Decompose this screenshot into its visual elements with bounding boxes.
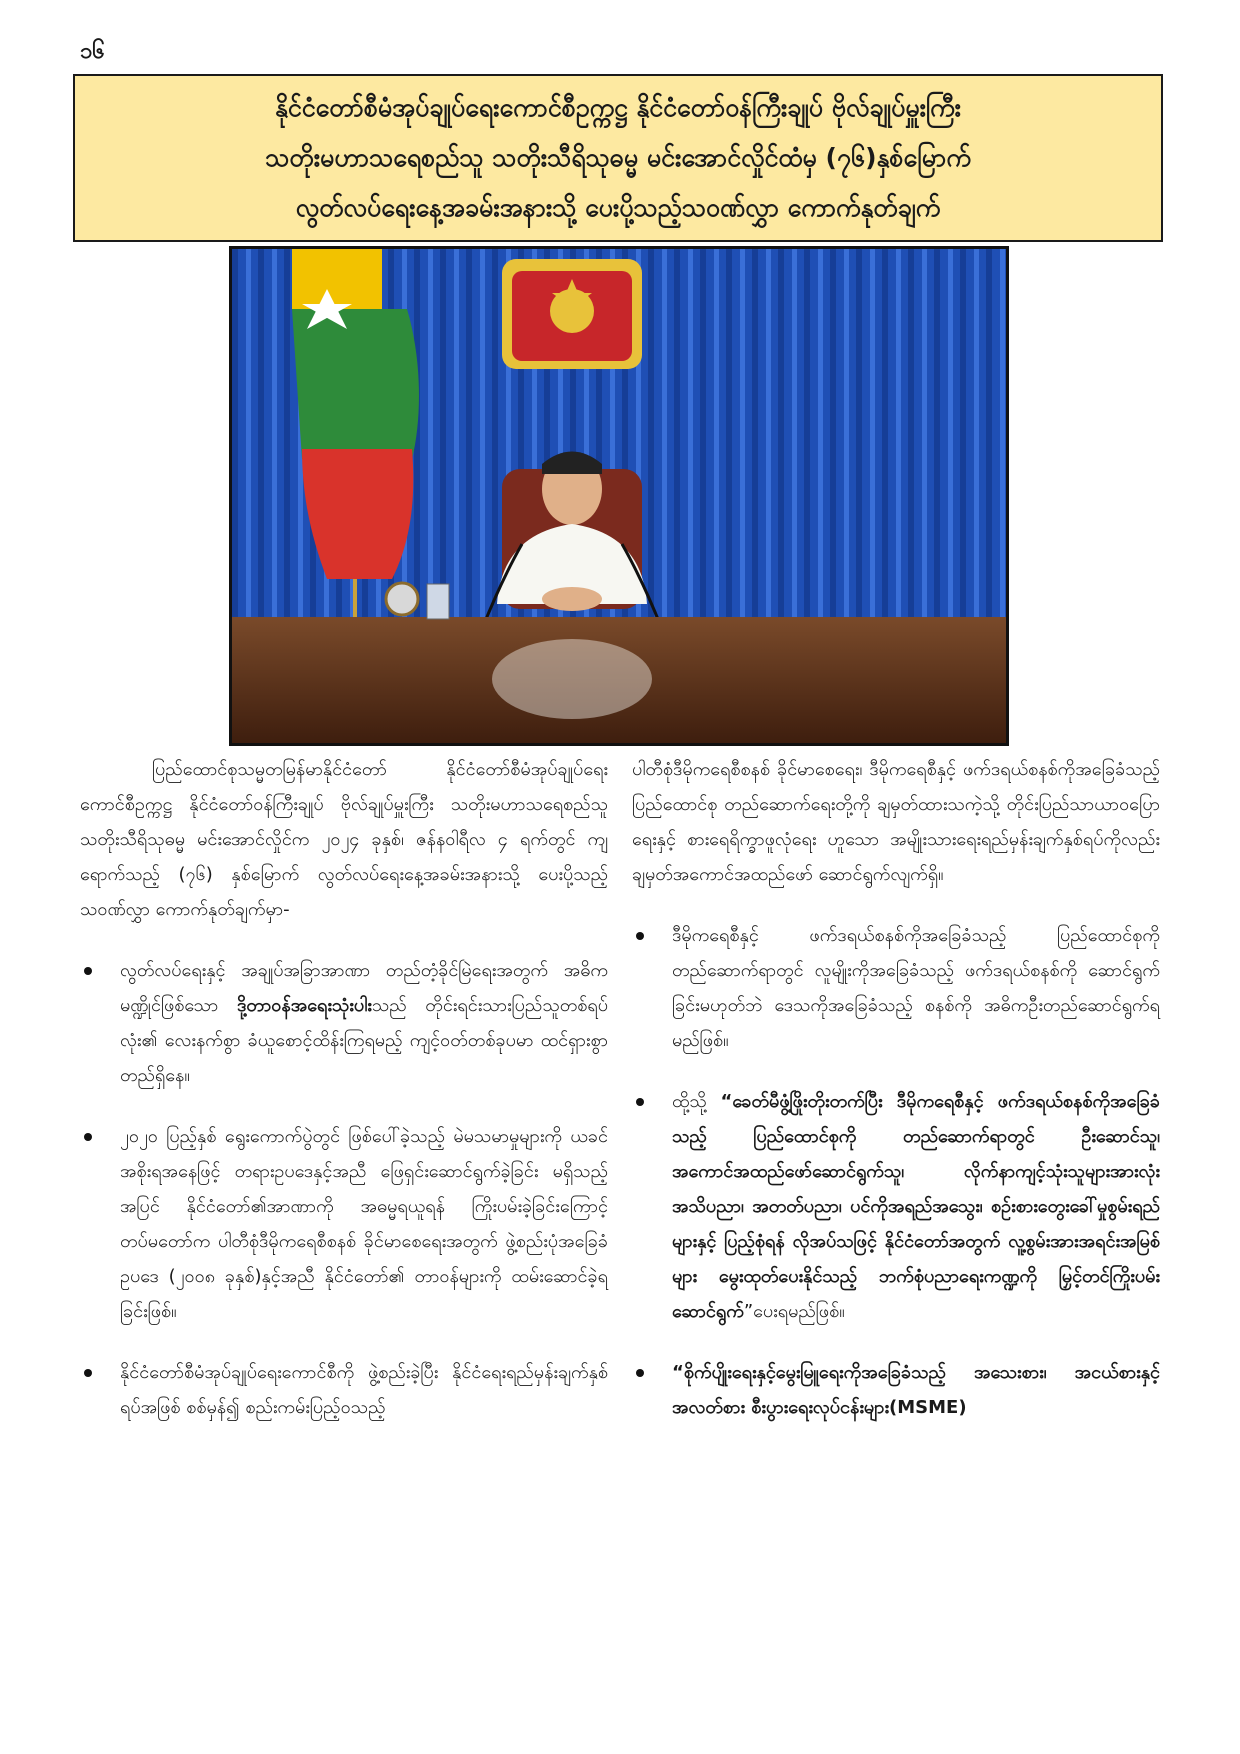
bullet-duties-text-bold: ဒို့တာဝန်အရေးသုံးပါး	[236, 995, 372, 1016]
bullet-council-text: နိုင်ငံတော်စီမံအုပ်ချုပ်ရေးကောင်စီကို ဖွဲ့စည်းခဲ့ပြီး နိုင်ငံရေးရည်မှန်းချက်နှစ်ရပ်အဖြစ် စစ်မှန်၍ စည်းကမ်းပြည့်ဝသည့်	[120, 1362, 608, 1418]
bullet-election-text: ၂၀၂၀ ပြည့်နှစ် ရွေးကောက်ပွဲတွင် ဖြစ်ပေါ်ခဲ့သည့် မဲမသမာမှုများကို ယခင်အစိုးရအနေဖြင့် တရားဥပဒေနှင့်အညီ ဖြေရှင်းဆောင်ရွက်ခဲ့ခြင်း မရှိသည့်အပြင် နိုင်ငံတော်၏အာဏာကို အဓမ္မရယူရန် ကြိုးပမ်းခဲ့ခြင်းကြောင့် တပ်မတော်က ပါတီစုံဒီမိုကရေစီစနစ် ခိုင်မာစေရေးအတွက် ဖွဲ့စည်းပုံအခြေခံဥပဒေ (၂၀၀၈ ခုနှစ်)နှင့်အညီ နိုင်ငံတော်၏ တာဝန်များကို ထမ်းဆောင်ခဲ့ရခြင်းဖြစ်။	[120, 1126, 608, 1322]
bullet-federal	[632, 918, 1160, 1058]
bullet-dot	[636, 932, 644, 940]
bullet-election	[80, 1119, 608, 1329]
bullet-education-text-post: ”ပေးရမည်ဖြစ်။	[743, 1301, 845, 1322]
bullet-education	[632, 1084, 1160, 1329]
title-line-1: နိုင်ငံတော်စီမံအုပ်ချုပ်ရေးကောင်စီဥက္ကဋ္ဌ နိုင်ငံတော်ဝန်ကြီးချုပ် ဗိုလ်ချုပ်မှူးကြီး	[274, 93, 961, 122]
bullet-dot	[84, 967, 92, 975]
speech-photo	[229, 246, 1009, 746]
title-line-3: လွတ်လပ်ရေးနေ့အခမ်းအနားသို့ ပေးပို့သည့်သဝဏ်လွှာ ကောက်နုတ်ချက်	[295, 193, 941, 222]
title-line-2: သတိုးမဟာသရေစည်သူ သတိုးသီရိသုဓမ္မ မင်းအောင်လှိုင်ထံမှ (၇၆)နှစ်မြောက်	[265, 143, 971, 172]
pen-holder	[427, 584, 449, 619]
bullet-education-text-bold: “ခေတ်မီဖွံ့ဖြိုးတိုးတက်ပြီး ဒီမိုကရေစီနှင့် ဖက်ဒရယ်စနစ်ကိုအခြေခံသည့် ပြည်ထောင်စုကို တည်ဆောက်ရာတွင် ဦးဆောင်သူ၊ အကောင်အထည်ဖော်ဆောင်ရွက်သူ၊ လိုက်နာကျင့်သုံးသူများအားလုံး အသိပညာ၊ အတတ်ပညာ၊ ပင်ကိုအရည်အသွေး၊ စဉ်းစားတွေးခေါ်မှုစွမ်းရည်များနှင့် ပြည့်စုံရန် လိုအပ်သဖြင့် နိုင်ငံတော်အတွက် လူ့စွမ်းအားအရင်းအမြစ်များ မွေးထုတ်ပေးနိုင်သည့် ဘက်စုံပညာရေးကဏ္ဍကို မြှင့်တင်ကြိုးပမ်းဆောင်ရွက်	[672, 1091, 1160, 1322]
bullet-dot	[84, 1369, 92, 1377]
bullet-msme	[632, 1355, 1160, 1425]
bullet-duties	[80, 953, 608, 1093]
intro-paragraph: ပြည်ထောင်စုသမ္မတမြန်မာနိုင်ငံတော် နိုင်ငံတော်စီမံအုပ်ချုပ်ရေးကောင်စီဥက္ကဋ္ဌ နိုင်ငံတော်ဝန်ကြီးချုပ် ဗိုလ်ချုပ်မှူးကြီး သတိုးမဟာသရေစည်သူ သတိုးသီရိသုဓမ္မ မင်းအောင်လှိုင်က ၂၀၂၄ ခုနှစ်၊ ဇန်နဝါရီလ ၄ ရက်တွင် ကျရောက်သည့် (၇၆) နှစ်မြောက် လွတ်လပ်ရေးနေ့အခမ်းအနားသို့ ပေးပို့သည့်သဝဏ်လွှာ ကောက်နုတ်ချက်မှာ-	[80, 759, 608, 920]
state-emblem	[502, 259, 642, 369]
right-column	[632, 752, 1160, 1451]
bullet-dot	[636, 1369, 644, 1377]
left-column	[80, 752, 608, 1451]
desk-clock	[386, 583, 418, 615]
photo-illustration	[232, 249, 1006, 743]
title-box	[73, 74, 1163, 242]
bullet-duties-text-pre: လွတ်လပ်ရေးနှင့် အချုပ်အခြာအာဏာ တည်တံ့ခိုင်မြဲရေးအတွက် အဓိကမဏ္ဍိုင်ဖြစ်သော	[120, 960, 608, 1016]
bullet-federal-text: ဒီမိုကရေစီနှင့် ဖက်ဒရယ်စနစ်ကိုအခြေခံသည့် ပြည်ထောင်စုကို တည်ဆောက်ရာတွင် လူမျိုးကိုအခြေခံသည့် ဖက်ဒရယ်စနစ်ကို ဆောင်ရွက်ခြင်းမဟုတ်ဘဲ ဒေသကိုအခြေခံသည့် စနစ်ကို အဓိကဦးတည်ဆောင်ရွက်ရမည်ဖြစ်။	[672, 925, 1160, 1051]
bullet-education-text-pre: ထို့သို့	[672, 1091, 721, 1112]
bullet-dot	[636, 1098, 644, 1106]
bullet-msme-text: “စိုက်ပျိုးရေးနှင့်မွေးမြူရေးကိုအခြေခံသည့် အသေးစား၊ အငယ်စားနှင့် အလတ်စား စီးပွားရေးလုပ်ငန်းများ(MSME)	[672, 1362, 1160, 1418]
bullet-dot	[84, 1133, 92, 1141]
continuation-paragraph: ပါတီစုံဒီမိုကရေစီစနစ် ခိုင်မာစေရေး၊ ဒီမိုကရေစီနှင့် ဖက်ဒရယ်စနစ်ကိုအခြေခံသည့် ပြည်ထောင်စု တည်ဆောက်ရေးတို့ကို ချမှတ်ထားသကဲ့သို့ တိုင်းပြည်သာယာဝပြောရေးနှင့် စားရေရိက္ခာဖူလုံရေး ဟူသော အမျိုးသားရေးရည်မှန်းချက်နှစ်ရပ်ကိုလည်း ချမှတ်အကောင်အထည်ဖော် ဆောင်ရွက်လျက်ရှိ။	[632, 759, 1160, 885]
bullet-duties-text-post: သည် တိုင်းရင်းသားပြည်သူတစ်ရပ်လုံး၏ လေးနက်စွာ ခံယူစောင့်ထိန်းကြရမည့် ကျင့်ဝတ်တစ်ခုပမာ ထင်ရှားစွာ တည်ရှိနေ။	[120, 995, 608, 1086]
page-number: ၁၆	[80, 39, 105, 64]
bullet-council	[80, 1355, 608, 1425]
